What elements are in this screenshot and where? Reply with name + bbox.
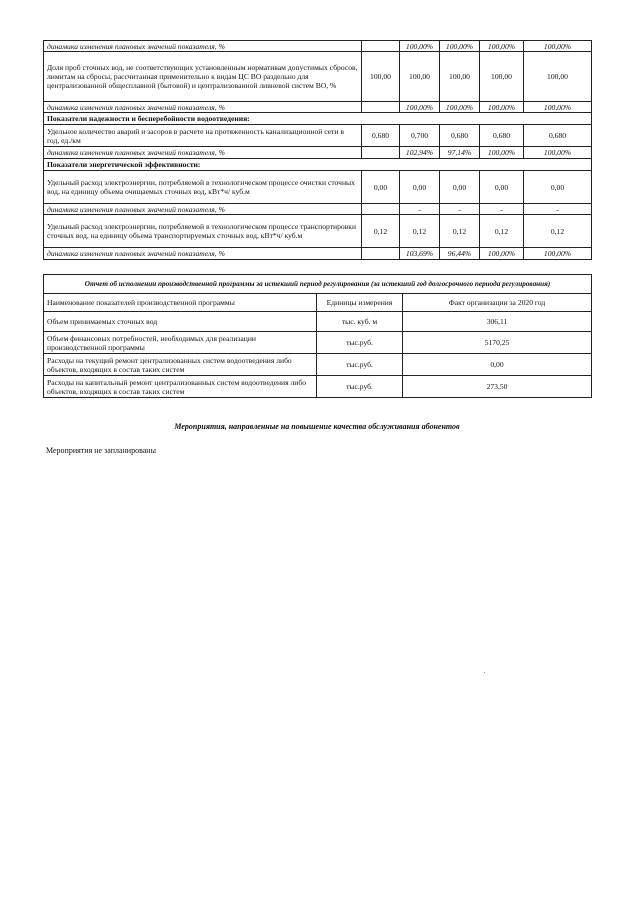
header-indicator-name: Наименование показателей производственной программы	[44, 294, 317, 312]
indicator-value: 100,00%	[480, 102, 524, 113]
indicator-value: 100,00	[524, 52, 592, 102]
indicator-value	[362, 41, 400, 52]
indicator-label: динамика изменения плановых значений показателя, %	[44, 41, 362, 52]
report-unit: тыс.руб.	[317, 354, 403, 376]
indicator-value: 0,680	[362, 125, 400, 147]
indicator-value: 100,00%	[400, 102, 440, 113]
indicator-row	[44, 204, 592, 215]
indicator-label: динамика изменения плановых значений показателя, %	[44, 204, 362, 215]
indicator-row	[44, 215, 592, 248]
indicator-value: 100,00%	[440, 41, 480, 52]
indicators-table	[43, 40, 592, 260]
report-name: Расходы на капитальный ремонт централизованных систем водоотведения либо объектов, входящих в состав таких систем	[44, 376, 317, 398]
report-value: 306,11	[403, 312, 592, 332]
indicator-label: динамика изменения плановых значений показателя, %	[44, 102, 362, 113]
indicator-row	[44, 102, 592, 113]
indicator-value: 103,69%	[400, 248, 440, 260]
indicator-value: 0,680	[524, 125, 592, 147]
report-row	[44, 312, 592, 332]
indicator-row	[44, 248, 592, 260]
activities-text: Мероприятия не запланированы	[46, 446, 156, 455]
activities-heading: Мероприятия, направленные на повышение качества обслуживания абонентов	[174, 422, 460, 431]
indicator-value: 100,00%	[480, 147, 524, 159]
indicator-value	[362, 147, 400, 159]
indicator-label: Доля проб сточных вод, не соответствующих установленным нормативам допустимых сбросов, лимитам на сбросы, рассчитанная применительно к видам ЦС ВО раздельно для централизованной общесплавной (бытовой) и централизованной ливневой систем ВО, %	[44, 52, 362, 102]
indicator-value: 0,12	[524, 215, 592, 248]
indicator-value: 100,00%	[480, 248, 524, 260]
indicator-value: 96,44%	[440, 248, 480, 260]
indicator-row	[44, 159, 592, 171]
report-unit: тыс.руб.	[317, 332, 403, 354]
indicator-value: 0,680	[480, 125, 524, 147]
indicator-value: 100,00%	[524, 41, 592, 52]
indicator-value: 0,700	[400, 125, 440, 147]
section-title: Показатели надежности и бесперебойности водоотведения:	[44, 113, 592, 125]
indicator-row	[44, 125, 592, 147]
indicator-value: 100,00%	[524, 102, 592, 113]
indicator-value: 100,00	[440, 52, 480, 102]
report-row	[44, 376, 592, 398]
indicator-row	[44, 52, 592, 102]
report-unit: тыс. куб. м	[317, 312, 403, 332]
indicator-value: 0,00	[362, 171, 400, 204]
indicator-label: динамика изменения плановых значений показателя, %	[44, 248, 362, 260]
indicator-value: 100,00%	[440, 102, 480, 113]
report-name: Расходы на текущий ремонт централизованных систем водоотведения либо объектов, входящих в состав таких систем	[44, 354, 317, 376]
indicator-value: 0,00	[480, 171, 524, 204]
indicator-value: 0,680	[440, 125, 480, 147]
indicator-value: 100,00	[480, 52, 524, 102]
report-value: 273,50	[403, 376, 592, 398]
indicator-label: Удельное количество аварий и засоров в расчете на протяженность канализационной сети в год, ед./км	[44, 125, 362, 147]
indicator-value: -	[400, 204, 440, 215]
indicator-value: 0,12	[480, 215, 524, 248]
indicator-value: 100,00%	[480, 41, 524, 52]
report-name: Объем принимаемых сточных вод	[44, 312, 317, 332]
indicator-value: 0,00	[400, 171, 440, 204]
indicator-row	[44, 41, 592, 52]
indicator-label: динамика изменения плановых значений показателя, %	[44, 147, 362, 159]
report-value: 0,00	[403, 354, 592, 376]
report-row	[44, 332, 592, 354]
indicator-label: Удельный расход электроэнергии, потребляемой в технологическом процессе транспортировки сточных вод, на единицу объема транспортируемых сточных вод, кВт*ч/ куб.м	[44, 215, 362, 248]
indicator-value: 0,12	[362, 215, 400, 248]
program-report-table	[43, 274, 592, 398]
header-fact-2020: Факт организации за 2020 год	[403, 294, 592, 312]
indicator-value: -	[480, 204, 524, 215]
indicator-value: 100,00%	[524, 248, 592, 260]
indicator-value	[362, 102, 400, 113]
report-title: Отчет об исполнении производственной программы за истекший период регулирования (за истекший год долгосрочного периода регулирования)	[44, 275, 592, 294]
indicator-label: Удельный расход электроэнергии, потребляемой в технологическом процессе очистки сточных вод, на единицу объема очищаемых сточных вод, кВт*ч/ куб.м	[44, 171, 362, 204]
indicator-value: 100,00	[400, 52, 440, 102]
scan-speck	[484, 672, 485, 673]
indicator-row	[44, 171, 592, 204]
indicator-value: 100,00%	[524, 147, 592, 159]
report-value: 5170,25	[403, 332, 592, 354]
indicator-value: 0,12	[440, 215, 480, 248]
report-name: Объем финансовых потребностей, необходимых для реализации производственной программы	[44, 332, 317, 354]
indicator-value: 100,00	[362, 52, 400, 102]
section-title: Показатели энергетической эффективности:	[44, 159, 592, 171]
indicator-value: 100,00%	[400, 41, 440, 52]
report-unit: тыс.руб.	[317, 376, 403, 398]
indicator-value	[362, 248, 400, 260]
indicator-value: -	[440, 204, 480, 215]
indicator-row	[44, 113, 592, 125]
indicator-value: 0,00	[440, 171, 480, 204]
header-unit: Единицы измерения	[317, 294, 403, 312]
indicator-value: 0,12	[400, 215, 440, 248]
indicator-value: 97,14%	[440, 147, 480, 159]
indicator-value: 0,00	[524, 171, 592, 204]
indicator-value: 102,94%	[400, 147, 440, 159]
indicator-value: -	[524, 204, 592, 215]
indicator-value	[362, 204, 400, 215]
report-row	[44, 354, 592, 376]
indicator-row	[44, 147, 592, 159]
